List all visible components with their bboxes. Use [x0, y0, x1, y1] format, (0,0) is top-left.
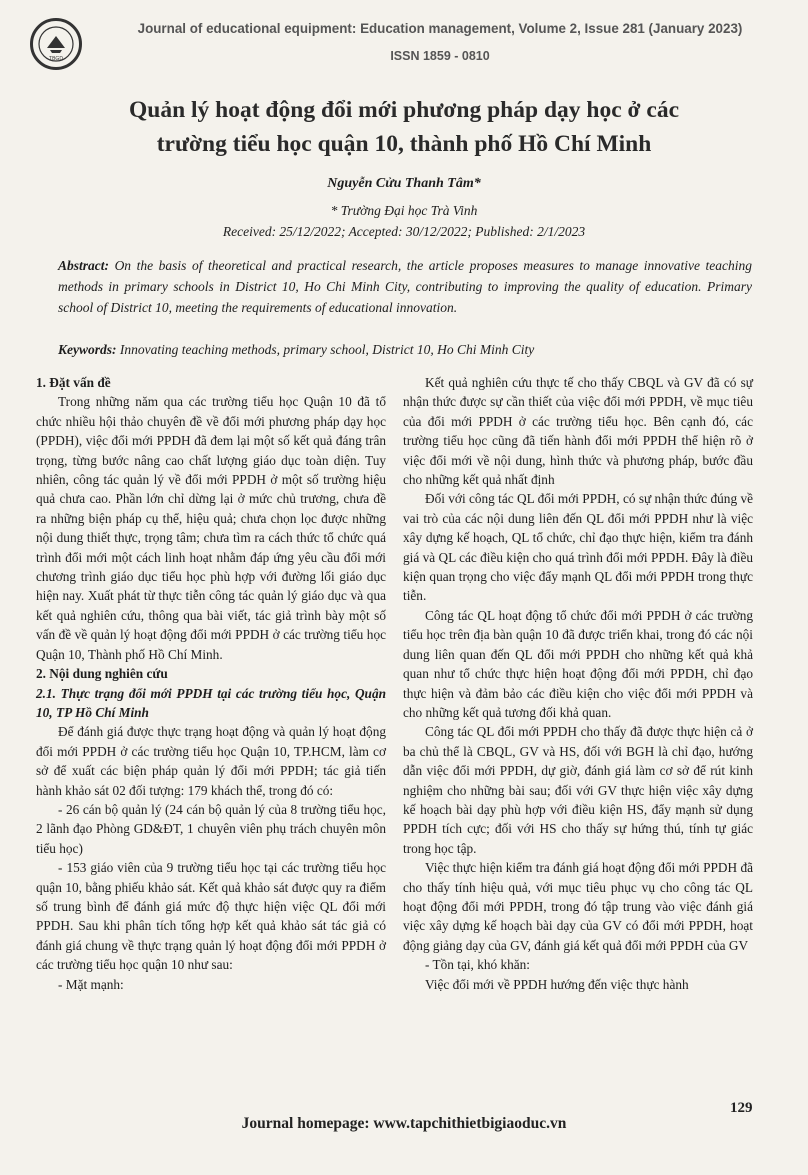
paragraph: Kết quả nghiên cứu thực tế cho thấy CBQL và GV đã có sự nhận thức được sự cần thiết của việc đổi mới PPDH, về mục tiêu của đổi mới PPDH ở các trường tiểu học. Bên cạnh đó, các trường tiểu học cũng đã tiến hành đổi mới PPDH thể hiện rõ ở việc đổi mới về nội dung, hình thức và phương pháp, bước đầu cho những kết quả nhất định — [403, 375, 753, 488]
journal-logo — [30, 18, 82, 70]
paragraph: - Mặt mạnh: — [58, 976, 124, 992]
paragraph: Công tác QL đổi mới PPDH cho thấy đã được thực hiện cả ở ba chủ thể là CBQL, GV và HS, đối với BGH là chỉ đạo, hướng dẫn việc đổi mới PPDH, dự giờ, đánh giá làm cơ sở để rút kinh nghiệm cho những bài sau; đối với GV thực hiện việc xây dựng kế hoạch bài dạy phù hợp với điều kiện HS, đẩy mạnh sử dụng PPDH tích cực; đối với HS cho thấy sự hứng thú, tính tự giác trong học tập. — [403, 724, 753, 856]
paragraph: Việc đổi mới về PPDH hướng đến việc thực hành — [425, 976, 689, 992]
paragraph: Đối với công tác QL đổi mới PPDH, có sự nhận thức đúng về vai trò của các nội dung liên đến QL đổi mới PPDH như là việc xây dựng kế hoạch, QL tổ chức, chỉ đạo thực hiện, kiểm tra đánh giá và QL các điều kiện cho quá trình đổi mới PPDH. Đây là điều kiện quan trọng cho việc đẩy mạnh QL đổi mới PPDH trong thực tiễn. — [403, 491, 753, 604]
paragraph: Công tác QL hoạt động tổ chức đổi mới PPDH ở các trường tiểu học trên địa bàn quận 10 đã được triển khai, trong đó các nội dung liên quan đến QL đổi mới PPDH cho những kết quả khả quan như tổ chức thực hiện hoạt động đổi mới PPDH, chỉ đạo thực hiện và đảm bảo các điều kiện cho việc đổi mới PPDH và cho những kết quả tương đối khả quan. — [403, 607, 753, 720]
paragraph: - 26 cán bộ quản lý (24 cán bộ quản lý của 8 trường tiểu học, 2 lãnh đạo Phòng GD&ĐT, 1 chuyên viên phụ trách chuyên môn tiểu học) — [36, 801, 386, 856]
logo-text: TBGD — [49, 56, 63, 62]
journal-emblem-icon — [36, 24, 76, 64]
title-line-2: trường tiểu học quận 10, thành phố Hồ Chí Minh — [156, 131, 652, 157]
issn: ISSN 1859 - 0810 — [390, 49, 490, 63]
keywords-text: Innovating teaching methods, primary school, District 10, Ho Chi Minh City — [119, 342, 535, 357]
abstract-text: On the basis of theoretical and practical research, the article proposes measures to manage innovative teaching methods in primary schools in District 10, Ho Chi Minh City, contributing to improving the quality of education. Primary school of District 10, meeting the requirements of educational innovation. — [58, 258, 753, 315]
page-number: 129 — [730, 1100, 753, 1116]
abstract — [58, 255, 752, 318]
section-heading-2: 2. Nội dung nghiên cứu — [36, 666, 168, 682]
keywords-label: Keywords: — [58, 342, 117, 357]
section-heading-1: 1. Đặt vấn đề — [36, 375, 111, 390]
publication-dates: Received: 25/12/2022; Accepted: 30/12/2022; Published: 2/1/2023 — [222, 224, 586, 239]
left-column — [36, 373, 386, 994]
author: Nguyễn Cửu Thanh Tâm* — [327, 176, 481, 191]
keywords — [58, 339, 752, 360]
right-column — [403, 373, 753, 994]
paragraph: Để đánh giá được thực trạng hoạt động và quản lý hoạt động đổi mới PPDH ở các trường tiểu học Quận 10, TP.HCM, làm cơ sở để xuất các biện pháp quản lý đổi mới PPDH; tác giả tiến hành khảo sát 02 đối tượng: 179 khách thể, trong đó có: — [36, 724, 386, 798]
article-title — [40, 93, 768, 161]
subsection-heading-2-1: 2.1. Thực trạng đổi mới PPDH tại các trường tiểu học, Quận 10, TP Hồ Chí Minh — [36, 685, 386, 720]
paragraph: - 153 giáo viên của 9 trường tiểu học tại các trường tiểu học quận 10, bằng phiếu khảo sát. Kết quả khảo sát được quy ra điểm số trung bình để đánh giá mức độ thực hiện việc QL đổi mới PPDH. Sau khi phân tích tổng hợp kết quả khảo sát tác giả có đánh giá chung về thực trạng quản lý hoạt động đổi mới PPDH ở các trường tiểu học quận 10 như sau: — [36, 860, 386, 973]
paragraph: Việc thực hiện kiểm tra đánh giá hoạt động đổi mới PPDH đã cho thấy tính hiệu quả, với mục tiêu phục vụ cho công tác QL hoạt động đổi mới PPDH, trong đó tập trung vào việc đánh giá việc xây dựng kế hoạch bài dạy của GV có đổi mới PPDH, hoạt động giảng dạy của GV, đánh giá kết quả đổi mới PPDH của GV — [403, 860, 753, 953]
journal-line: Journal of educational equipment: Education management, Volume 2, Issue 281 (January 2023) — [137, 21, 743, 36]
title-line-1: Quản lý hoạt động đổi mới phương pháp dạy học ở các — [128, 97, 680, 123]
journal-homepage: Journal homepage: www.tapchithietbigiaoduc.vn — [241, 1115, 567, 1132]
affiliation: * Trường Đại học Trà Vinh — [330, 203, 478, 218]
abstract-label: Abstract: — [58, 258, 110, 273]
paragraph: - Tồn tại, khó khăn: — [425, 957, 531, 973]
paragraph: Trong những năm qua các trường tiểu học Quận 10 đã tổ chức nhiều hội thảo chuyên đề về đổi mới phương pháp dạy học (PPDH), việc đổi mới PPDH đã đem lại một số kết quả đáng trân trọng, từng bước nâng cao chất lượng giáo dục toàn diện. Tuy nhiên, công tác quản lý về đổi mới PPDH ở một số trường hiệu quả chưa cao. Phần lớn chỉ dừng lại ở mức chủ trương, chưa đề ra những biện pháp cụ thể, hiệu quả; chưa chọn lọc được những nội dung thiết thực, trọng tâm; chưa tìm ra cách thức tổ chức quá trình đổi mới một cách linh hoạt nhằm đáp ứng yêu cầu đổi mới chương trình giáo dục tiểu học phù hợp với đường lối giáo dục hiện nay. Xuất phát từ thực tiễn công tác quản lý giáo dục và qua kết quả nghiên cứu, thông qua bài viết, tác giả trình bày một số vấn đề về quản lý hoạt động đổi mới PPDH ở các trường tiểu học Quận 10, Thành phố Hồ Chí Minh. — [36, 394, 386, 662]
